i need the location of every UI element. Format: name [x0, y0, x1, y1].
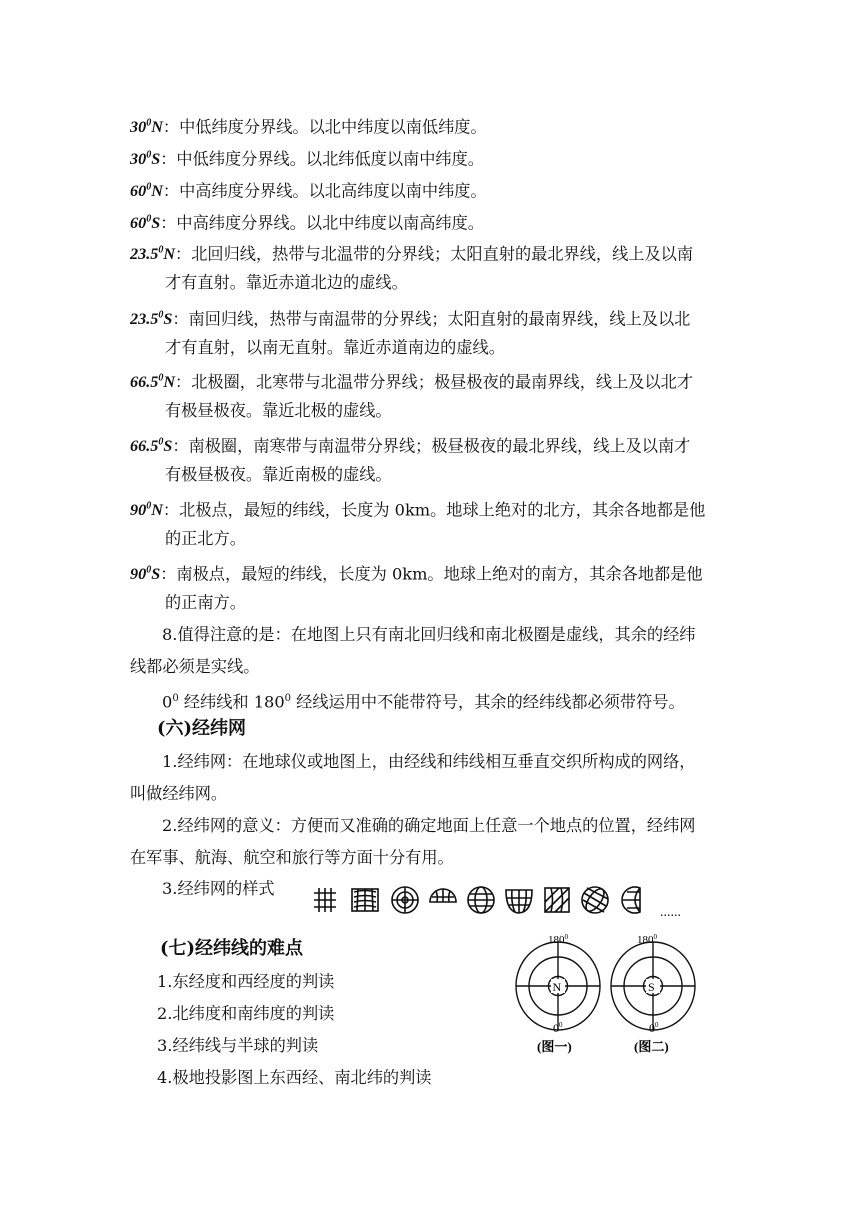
- lat-line-23n: 23.5$^0$N：北回归线，热带与北温带的分界线；太阳直射的最北界线，线上及以南: [130, 244, 694, 264]
- fig2-bottom-label: $0^0$: [649, 1021, 659, 1035]
- lat-line-90s-cont: 的正南方。: [165, 593, 246, 612]
- fig1-top-label: $180^0$: [548, 933, 568, 946]
- lat-line-90s: $90^0S$：南极点，最短的纬线，长度为 0km。地球上绝对的南方，其余各地都是他: [130, 564, 703, 584]
- fig2-center-label: S: [648, 980, 655, 994]
- section-7-heading: (七)经纬线的难点: [160, 938, 304, 959]
- lat-line-23s: 23.5$^0$S：南回归线，热带与南温带的分界线；太阳直射的最南界线，线上及以北: [130, 309, 691, 329]
- quarter-globe-graticule-icon: [622, 887, 640, 913]
- sec7-item-1: 1.东经度和西经度的判读: [157, 972, 335, 991]
- lat-line-23s-cont: 才有直射，以南无直射。靠近赤道南边的虚线。: [165, 338, 505, 357]
- oblique-graticule-icon: [545, 888, 569, 912]
- lat-line-30s: $30^0S$：中低纬度分界线。以北纬低度以南中纬度。: [130, 149, 484, 169]
- lat-line-23n-cont: 才有直射。靠近赤道北边的虚线。: [165, 273, 408, 292]
- lat-line-90n: $90^0N$：北极点，最短的纬线，长度为 0km。地球上绝对的北方，其余各地都是他: [130, 500, 706, 520]
- lat-line-66s-cont: 有极昼极夜。靠近南极的虚线。: [165, 465, 392, 484]
- sec6-p1-line1: 1.经纬网：在地球仪或地图上，由经线和纬线相互垂直交织所构成的网络，: [162, 752, 696, 771]
- note-sign: $0^0$ 经纬线和 $180^0$ 经线运用中不能带符号，其余的经纬线都必须带符号。: [162, 692, 685, 712]
- graticule-styles-figure: [310, 884, 655, 916]
- lat-text: ：中低纬度分界线。以北纬低度以南中纬度。: [160, 149, 484, 169]
- fig1-bottom-label: $0^0$: [553, 1021, 563, 1035]
- sec6-p3: 3.经纬网的样式: [162, 879, 275, 898]
- lat-line-30n: $30^0N$：中低纬度分界线。以北中纬度以南低纬度。: [130, 117, 487, 137]
- lat-text: ：北回归线，热带与北温带的分界线；太阳直射的最北界线，线上及以南: [175, 244, 694, 264]
- note-8-line1: 8.值得注意的是：在地图上只有南北回归线和南北极圈是虚线，其余的经纬: [162, 625, 696, 644]
- conic-graticule-icon: [352, 889, 378, 911]
- polar-graticule-icon: [392, 887, 418, 913]
- lower-hemisphere-graticule-icon: [506, 890, 532, 913]
- sec6-p2-line2: 在军事、航海、航空和旅行等方面十分有用。: [130, 848, 454, 867]
- lat-text: ：南极点，最短的纬线，长度为 0km。地球上绝对的南方，其余各地都是他: [160, 564, 703, 584]
- fig2-caption: (图二): [634, 1039, 669, 1054]
- grid-graticule-icon: [314, 888, 336, 912]
- fig1-center-label: N: [552, 980, 562, 994]
- lat-line-66n-cont: 有极昼极夜。靠近北极的虚线。: [165, 401, 392, 420]
- more-ellipsis: ......: [660, 905, 681, 920]
- hemisphere-graticule-icon: [430, 889, 456, 902]
- sec6-p1-line2: 叫做经纬网。: [130, 784, 228, 803]
- sec7-item-3: 3.经纬线与半球的判读: [157, 1036, 319, 1055]
- polar-projection-figures: [515, 930, 715, 1060]
- lat-text: ：北极点，最短的纬线，长度为 0km。地球上绝对的北方，其余各地都是他: [162, 500, 706, 520]
- sec7-item-4: 4.极地投影图上东西经、南北纬的判读: [157, 1068, 432, 1087]
- lat-text: ：南回归线，热带与南温带的分界线；太阳直射的最南界线，线上及以北: [172, 309, 691, 329]
- section-6-heading: (六)经纬网: [157, 718, 247, 739]
- fig1-caption: (图一): [537, 1039, 572, 1054]
- lat-line-66n: 66.5$^0$N：北极圈，北寒带与北温带分界线；极昼极夜的最南界线，线上及以北才: [130, 372, 694, 392]
- lat-line-60n: $60^0N$：中高纬度分界线。以北高纬度以南中纬度。: [130, 181, 487, 201]
- lat-text: ：中高纬度分界线。以北高纬度以南中纬度。: [162, 181, 487, 201]
- lat-text: ：中低纬度分界线。以北中纬度以南低纬度。: [162, 117, 487, 137]
- lat-line-66s: 66.5$^0$S：南极圈，南寒带与南温带分界线；极昼极夜的最北界线，线上及以南才: [130, 436, 691, 456]
- fig2-top-label: $180^0$: [637, 933, 657, 946]
- note-8-line2: 线都必须是实线。: [130, 657, 260, 676]
- lat-line-60s: $60^0S$：中高纬度分界线。以北中纬度以南高纬度。: [130, 213, 484, 233]
- lat-text: ：中高纬度分界线。以北中纬度以南高纬度。: [160, 213, 484, 233]
- tilted-globe-graticule-icon: [582, 886, 608, 914]
- lat-text: ：北极圈，北寒带与北温带分界线；极昼极夜的最南界线，线上及以北才: [175, 372, 694, 392]
- globe-graticule-icon: [468, 887, 494, 913]
- lat-text: ：南极圈，南寒带与南温带分界线；极昼极夜的最北界线，线上及以南才: [172, 436, 691, 456]
- lat-line-90n-cont: 的正北方。: [165, 529, 246, 548]
- sec7-item-2: 2.北纬度和南纬度的判读: [157, 1004, 335, 1023]
- sec6-p2-line1: 2.经纬网的意义：方便而又准确的确定地面上任意一个地点的位置，经纬网: [162, 816, 696, 835]
